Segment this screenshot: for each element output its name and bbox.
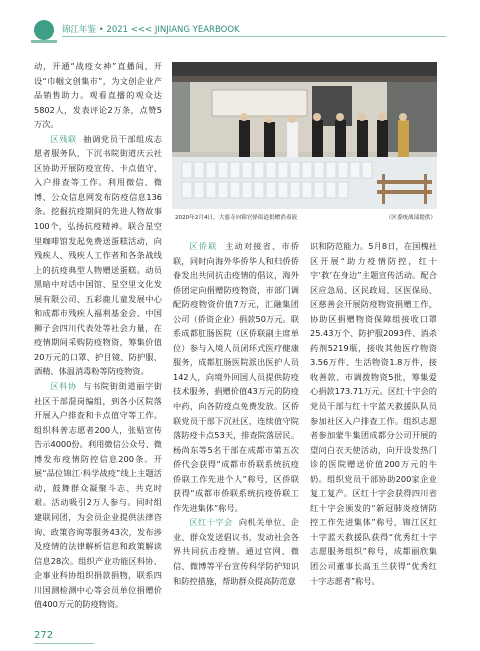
header-title: 锦江年鉴 • 2021 <<< JINJIANG YEARBOOK (62, 25, 240, 35)
header-rule (62, 36, 446, 37)
paragraph (34, 132, 162, 379)
logo-underline (31, 40, 57, 43)
page-header (0, 0, 480, 44)
paragraph-text: 主动对接省、市侨联，同时向海外华侨华人和归侨侨眷发出共同抗击疫情的倡议，海外侨团定向捐赠防疫物资，市部门调配防疫物资价值7万元，汇融集团公司（侨资企业）捐款50万元。联系成都肛肠医院（区侨联副主席单位）参与入境人员闭环式医疗健康服务，成都肛肠医院派出医护人员142人，向境外回国人员提供防疫技术服务，捐赠价值43万元的防疫中药，向各防疫点免费发放。区侨联党员干部下沉社区，连续值守院落防疫卡点53天，排查院落居民。杨尚东等5名干部在成都市第五次侨代会获得“成都市侨联系统抗疫侨联工作先进个人”称号，区侨联获得“成都市侨联系统抗疫侨联工作先进集体”称号。 (173, 241, 299, 513)
photo-illustration (172, 62, 437, 209)
paragraph (173, 515, 299, 588)
section-keyword: 区侨联 (189, 241, 218, 251)
paragraph (34, 379, 162, 612)
donation-photo (172, 62, 437, 209)
paragraph (173, 239, 299, 515)
paragraph: 识和防范能力。5月8日，在国槐社区开展“助力疫情防控，红十字‘救’在身边”主题宣传活动。配合区应急局、区民政局、区医保局、区慈善会开展防疫物资捐赠工作，协助区捐赠物资保障组接收口罩25.43万个、防护服2093件、消杀药剂5219瓶，接收其他医疗物资3.56万件、生活物资1.8万件，接收善款、市调拨物资5批，筹集爱心捐款173.71万元。区红十字会的党员干部与红十字蓝天救援队队员参加社区入户排查工作。组织志愿者参加蒙牛集团成都分公司开展的望问白衣天使活动，向开设发热门诊的医院赠送价值200万元的牛奶。组织党员干部协助200家企业复工复产。区红十字会获得四川省红十字会颁发的“新冠肺炎疫情防控工作先进集体”称号，锦江区红十字蓝天救援队获得“优秀红十字志愿服务组织”称号，成都丽欣集团公司董事长高玉兰获得“优秀红十字志愿者”称号。 (310, 241, 437, 586)
section-keyword: 区红十字会 (189, 517, 233, 528)
photo-caption: 2020年2月4日，大慈寺向锦官驿街道捐赠消毒液 (175, 215, 298, 221)
page-number: 272 (34, 630, 54, 641)
paragraph-text: 抽调党员干部组成志愿者服务队，下沉书院街道庆云社区协助开展防疫宣传、卡点值守、入户排查等工作。利用微信、微博、公众信息网发布防疫信息136条。挖掘抗疫期间的先进人物故事100个，弘扬抗疫精神。联合星空里咖啡馆发起免费送蛋糕活动，向残疾人、残疾人工作者和各条战线上的抗疫典型人物赠送蛋糕。动员黑暗中对话中国馆、星空里文化发展有限公司、五彩鹿儿童发展中心和成都市残疾人福利基金会、中国狮子会四川代表处等社会力量，在疫情期间采购防疫物资，筹集价值20万元的口罩、护目镜、防护服、酒精、体温消毒粉等防疫物资。 (34, 133, 162, 377)
text-column-3 (310, 239, 437, 588)
photo-credit: （区委统战部提供） (385, 215, 436, 221)
yearbook-logo-icon (34, 20, 54, 40)
paragraph: 动，开通“战疫女神”直播间，开设“巾帼文创集市”，为文创企业产品销售助力。观看直播的观众达5802人，发表评论2万条，点赞5万次。 (34, 61, 162, 130)
section-keyword: 区残联 (50, 133, 77, 144)
paragraph-text: 向机关单位、企业、群众发送倡议书，发动社会各界共同抗击疫情。通过官网、微信、微博等平台宣传科学防护知识和防控措施，帮助群众提高防范意 (173, 517, 299, 586)
footer-rule (34, 643, 94, 644)
text-column-1 (34, 59, 162, 612)
paragraph-text: 与书院街街道丽字街社区干部混岗编组，到各小区院落开展入户排查和卡点值守等工作。组织科普志愿者200人，张贴宣传告示4000份。利用微信公众号、微博发布疫情防控信息200条。开展“品位锦江·科学战疫”线上主题活动，鼓舞群众凝聚斗志、共克时艰。活动吸引2万人参与。同时组建联同团，为会员企业提供法律咨询、政策咨询等服务43次，发布涉及疫情的法律解析信息和政策解读信息28次。组织产业功能区科协、企事业科协组织捐款捐物，联系四川国测检测中心等会员单位捐赠价值400万元的防疫物资。 (34, 381, 162, 610)
text-column-2 (173, 239, 299, 588)
section-keyword: 区科协 (50, 381, 77, 392)
